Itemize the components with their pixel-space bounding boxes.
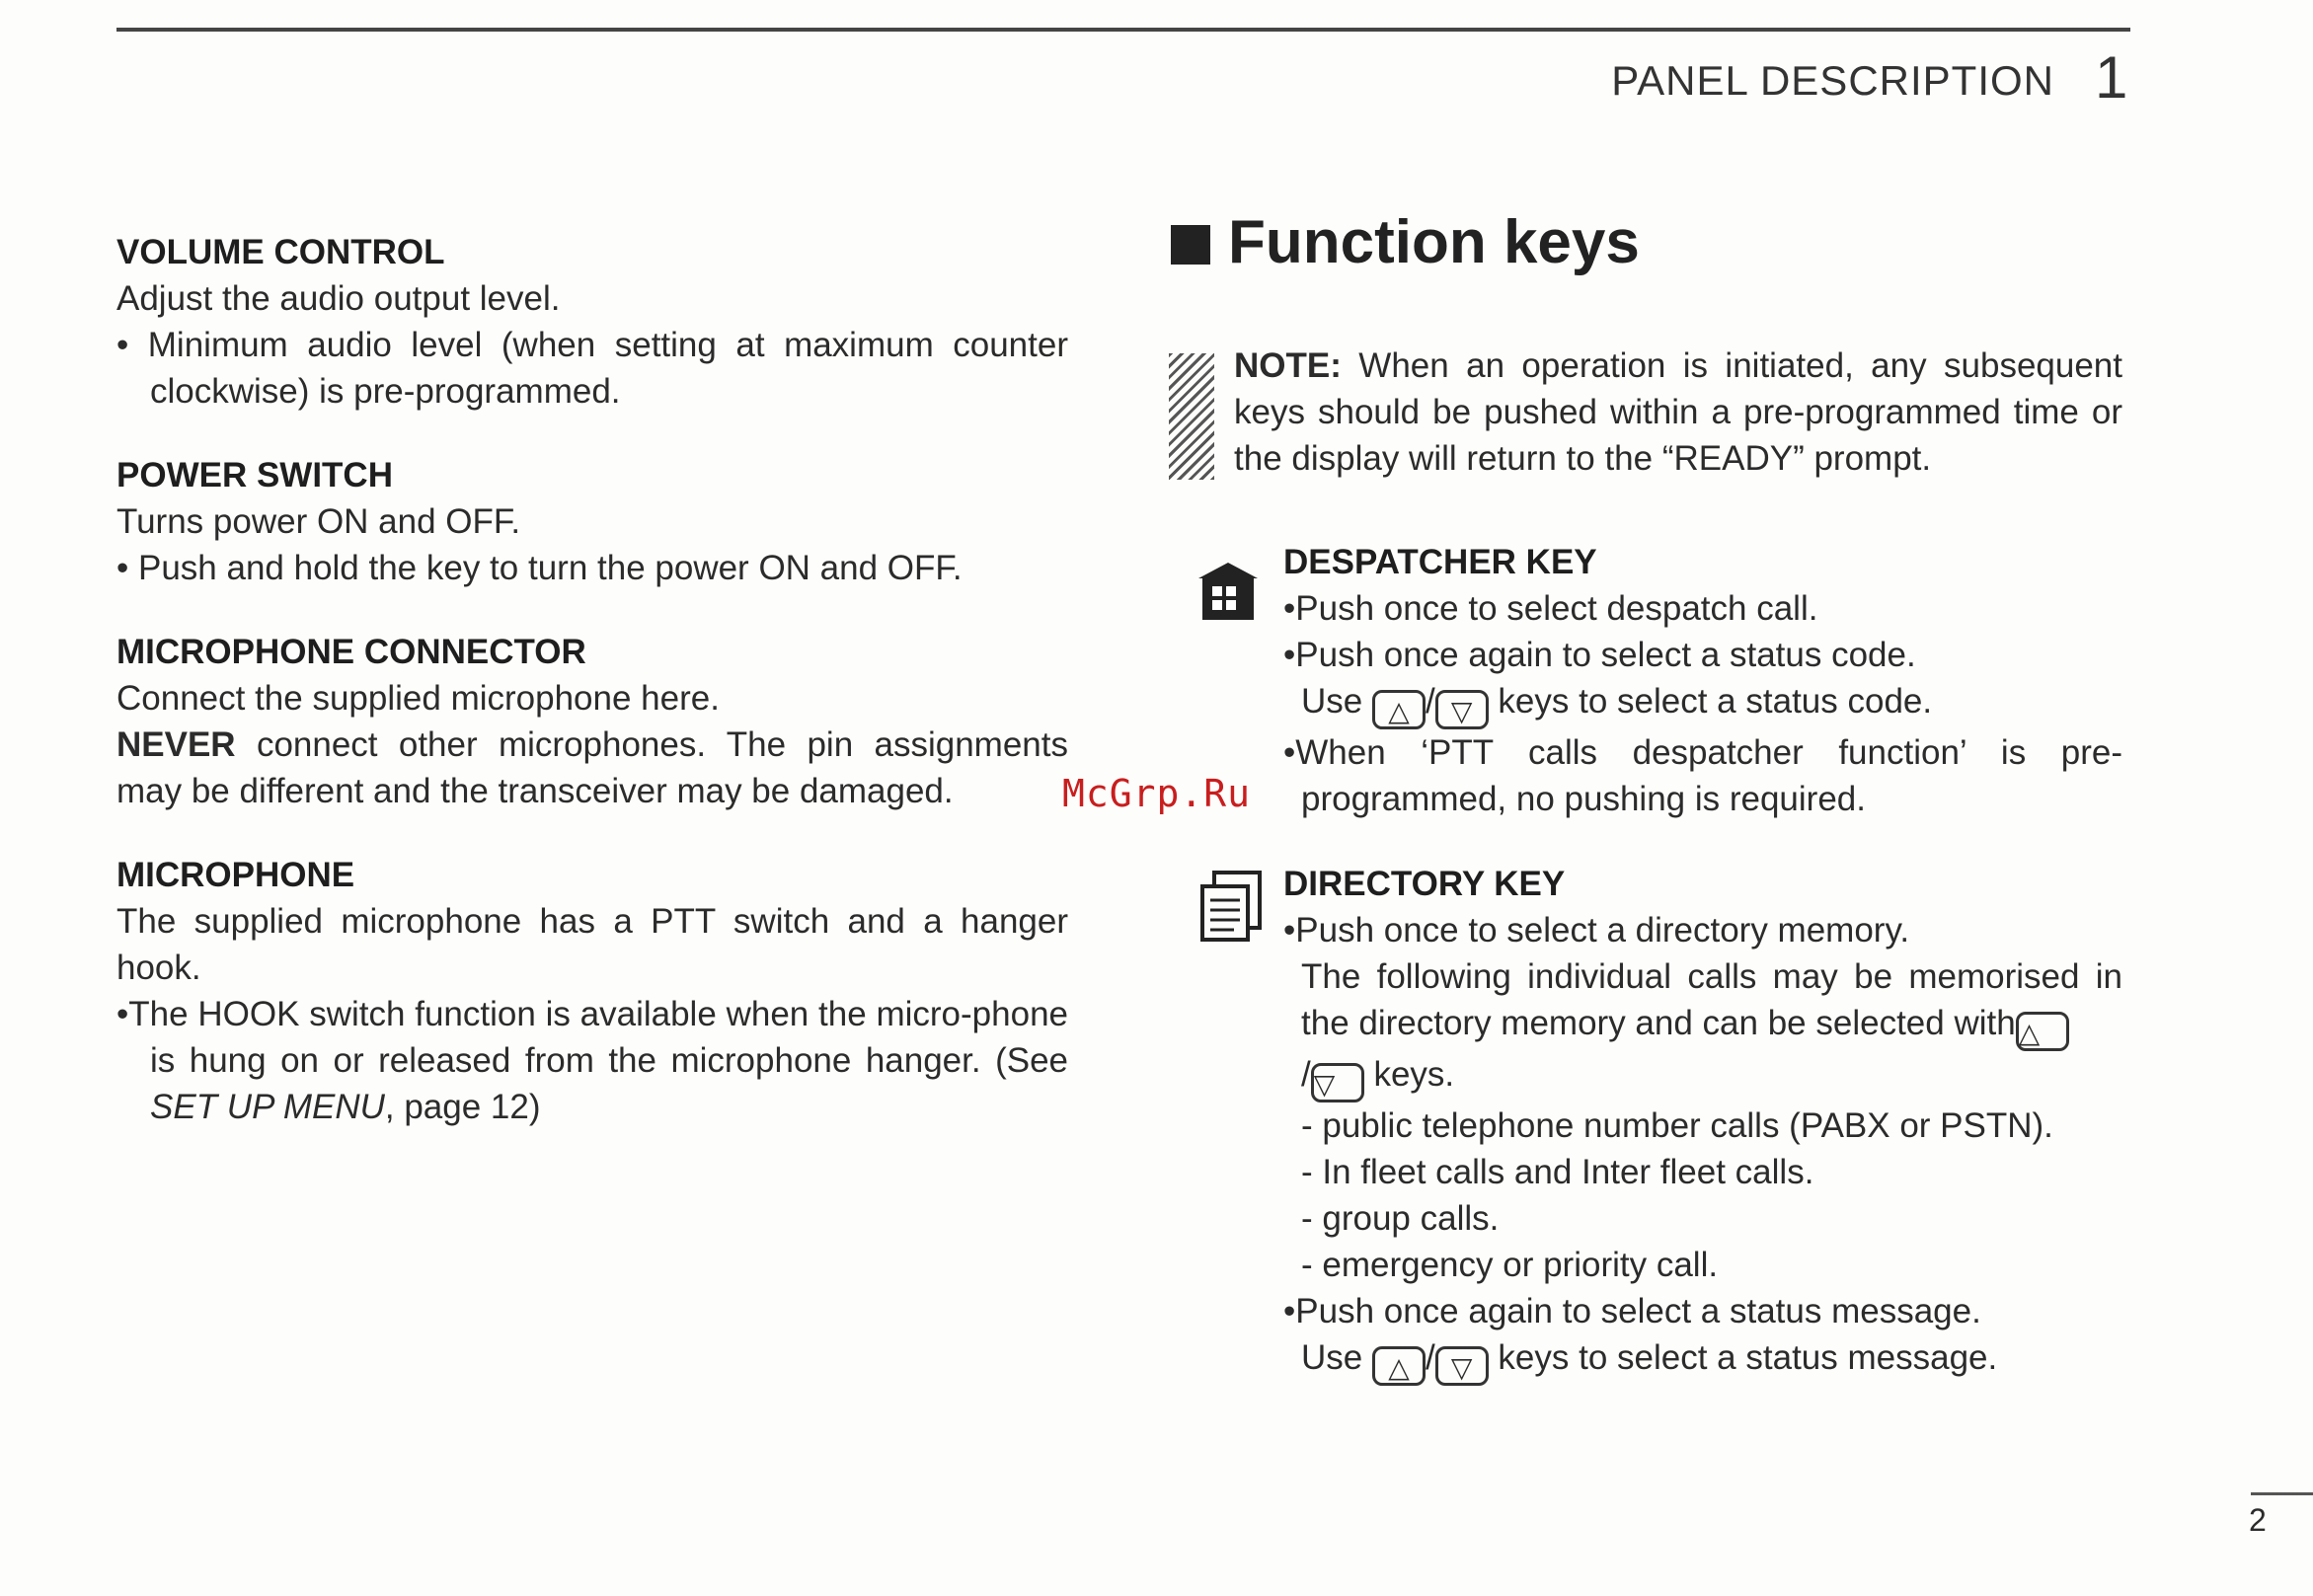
note-text: When an operation is initiated, any subsequent keys should be pushed within a pre-programmed time or the display will return to the “READY” prompt. — [1234, 346, 2122, 478]
directory-follow-text — [1283, 953, 2122, 1102]
up-key-icon: △ — [1372, 690, 1426, 729]
directory-bullet-1: •Push once to select a directory memory. — [1283, 911, 1910, 950]
section-title: PANEL DESCRIPTION — [1611, 57, 2054, 104]
header-rule — [116, 28, 2130, 32]
never-label: NEVER — [116, 725, 236, 764]
power-switch-heading: POWER SWITCH — [116, 456, 393, 494]
function-keys-title-text: Function keys — [1228, 208, 1640, 276]
directory-use-prefix: Use — [1301, 1338, 1372, 1377]
despatcher-bullet-1: •Push once to select despatch call. — [1283, 589, 1818, 628]
directory-slash: / — [1301, 1055, 1311, 1094]
directory-item: - In fleet calls and Inter fleet calls. — [1301, 1153, 1814, 1191]
page-number-rule — [2251, 1492, 2313, 1495]
despatcher-use-keys — [1283, 678, 2122, 729]
page-number: 2 — [2249, 1502, 2267, 1538]
down-key-icon: ▽ — [1311, 1063, 1364, 1102]
directory-use-slash: / — [1425, 1338, 1435, 1377]
note-hatch-icon — [1169, 353, 1214, 480]
despatcher-slash: / — [1425, 682, 1435, 721]
watermark: McGrp.Ru — [1062, 772, 1252, 815]
note-label: NOTE: — [1234, 346, 1342, 385]
despatcher-key-heading: DESPATCHER KEY — [1283, 543, 1597, 581]
despatcher-key-icon — [1195, 561, 1262, 622]
microphone-bullet-suffix: , page 12) — [384, 1088, 541, 1126]
volume-control-text: Adjust the audio output level. — [116, 279, 561, 318]
power-switch-bullet: • Push and hold the key to turn the power ON and OFF. — [116, 549, 963, 587]
microphone-connector-text: Connect the supplied microphone here. — [116, 679, 720, 718]
microphone-connector-section — [116, 629, 1068, 814]
chapter-number: 1 — [2095, 44, 2128, 111]
directory-item: - public telephone number calls (PABX or PSTN). — [1301, 1106, 2053, 1145]
directory-key-icon — [1198, 869, 1268, 944]
directory-follow-body: The following individual calls may be memorised in the directory memory and can be selected with — [1301, 957, 2122, 1042]
never-text: connect other microphones. The pin assignments may be different and the transceiver may be damaged. — [116, 725, 1068, 810]
despatcher-bullet-2: •Push once again to select a status code. — [1283, 636, 1916, 674]
despatcher-use-suffix: keys to select a status code. — [1488, 682, 1933, 721]
microphone-connector-warning — [116, 722, 1068, 814]
directory-key-section — [1283, 861, 2122, 1386]
microphone-connector-heading: MICROPHONE CONNECTOR — [116, 633, 586, 671]
directory-bullet-2: •Push once again to select a status message. — [1283, 1292, 1981, 1330]
square-bullet-icon — [1171, 225, 1210, 265]
microphone-section — [116, 852, 1068, 1130]
despatcher-key-section — [1283, 539, 2122, 822]
despatcher-bullet-3: •When ‘PTT calls despatcher function’ is pre-programmed, no pushing is required. — [1283, 733, 2122, 818]
volume-control-heading: VOLUME CONTROL — [116, 233, 445, 271]
directory-item: - group calls. — [1301, 1199, 1500, 1238]
power-switch-section — [116, 452, 1068, 591]
microphone-bullet — [116, 991, 1068, 1130]
note-block — [1234, 342, 2122, 482]
down-key-icon: ▽ — [1435, 690, 1489, 729]
directory-key-heading: DIRECTORY KEY — [1283, 865, 1566, 903]
volume-control-section — [116, 229, 1068, 415]
volume-control-bullet: • Minimum audio level (when setting at maximum counter clockwise) is pre-programmed. — [116, 326, 1068, 411]
up-key-icon: △ — [1372, 1346, 1426, 1386]
directory-follow-suffix: keys. — [1363, 1055, 1455, 1094]
power-switch-text: Turns power ON and OFF. — [116, 502, 521, 541]
down-key-icon: ▽ — [1435, 1346, 1489, 1386]
up-key-icon: △ — [2016, 1012, 2069, 1051]
microphone-text: The supplied microphone has a PTT switch and a hanger hook. — [116, 902, 1068, 987]
microphone-heading: MICROPHONE — [116, 856, 355, 894]
directory-item: - emergency or priority call. — [1301, 1246, 1719, 1284]
despatcher-use-prefix: Use — [1301, 682, 1372, 721]
function-keys-title — [1171, 207, 1640, 277]
microphone-bullet-prefix: •The HOOK switch function is available when the micro-phone is hung on or released from the microphone hanger. (See — [116, 995, 1068, 1080]
directory-use-keys — [1283, 1334, 2122, 1386]
set-up-menu-reference: SET UP MENU — [150, 1088, 385, 1126]
left-column — [116, 229, 1068, 1168]
directory-use-suffix: keys to select a status message. — [1488, 1338, 1998, 1377]
